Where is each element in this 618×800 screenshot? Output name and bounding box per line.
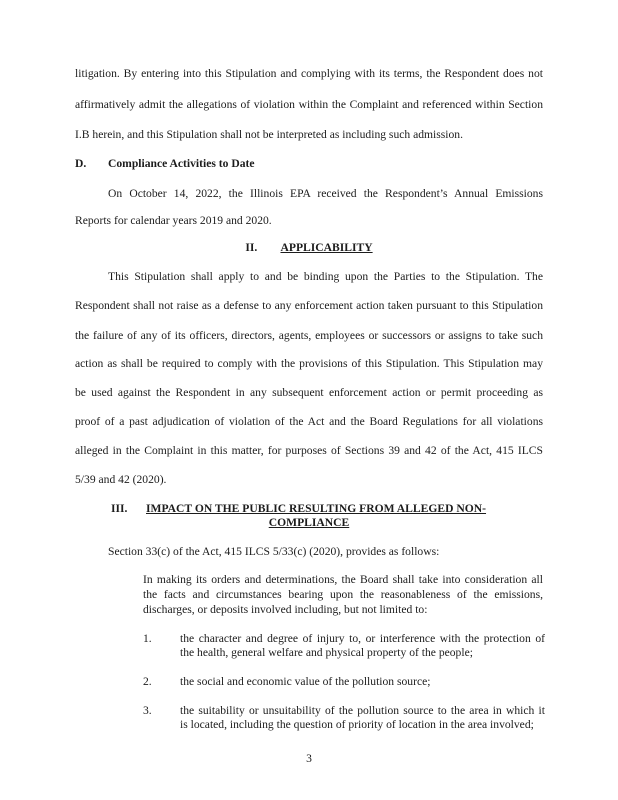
- quote-line: discharges, or deposits involved including, but not limited to:: [143, 603, 428, 616]
- list-item-number: 2.: [143, 675, 152, 688]
- quote-line: the facts and circumstances bearing upon the reasonableness of the emissions,: [143, 588, 543, 601]
- section-label: II.: [245, 241, 258, 254]
- section-title: IMPACT ON THE PUBLIC RESULTING FROM ALLEGED NON-: [146, 502, 487, 515]
- section-heading: Compliance Activities to Date: [108, 157, 255, 170]
- quote-line: In making its orders and determinations, the Board shall take into consideration all: [143, 573, 543, 586]
- list-item-number: 3.: [143, 704, 152, 717]
- paragraph-line: 5/39 and 42 (2020).: [75, 473, 167, 486]
- list-item-line: the suitability or unsuitability of the pollution source to the area in which it: [180, 704, 545, 717]
- section-title: APPLICABILITY: [280, 241, 373, 254]
- paragraph-line: the failure of any of its officers, directors, agents, employees or successors or assigns to take such: [75, 329, 543, 342]
- list-item-line: the health, general welfare and physical property of the people;: [180, 646, 473, 659]
- page-number: 3: [306, 752, 312, 765]
- list-item-line: is located, including the question of priority of location in the area involved;: [180, 718, 534, 731]
- paragraph-line: litigation. By entering into this Stipulation and complying with its terms, the Respondent does not: [75, 67, 543, 80]
- paragraph-line: I.B herein, and this Stipulation shall not be interpreted as including such admission.: [75, 128, 464, 141]
- paragraph-line: This Stipulation shall apply to and be binding upon the Parties to the Stipulation. The: [108, 270, 543, 283]
- section-heading: [0, 241, 618, 255]
- section-label: III.: [111, 502, 128, 515]
- paragraph-line: Respondent shall not raise as a defense to any enforcement action taken pursuant to this Stipulation: [75, 299, 543, 312]
- paragraph-line: On October 14, 2022, the Illinois EPA received the Respondent’s Annual Emissions: [108, 187, 543, 200]
- paragraph-line: be used against the Respondent in any subsequent enforcement action or permit proceeding as: [75, 386, 543, 399]
- paragraph-line: Reports for calendar years 2019 and 2020.: [75, 214, 272, 227]
- paragraph-line: affirmatively admit the allegations of violation within the Complaint and referenced within Section: [75, 98, 543, 111]
- paragraph-line: Section 33(c) of the Act, 415 ILCS 5/33(c) (2020), provides as follows:: [108, 545, 440, 558]
- paragraph-line: proof of a past adjudication of violation of the Act and the Board Regulations for all violations: [75, 415, 543, 428]
- paragraph-line: action as shall be required to comply with the provisions of this Stipulation. This Stipulation may: [75, 357, 543, 370]
- paragraph-line: alleged in the Complaint in this matter, for purposes of Sections 39 and 42 of the Act, 415 ILCS: [75, 444, 543, 457]
- list-item-line: the character and degree of injury to, or interference with the protection of: [180, 632, 545, 645]
- list-item-line: the social and economic value of the pollution source;: [180, 675, 431, 688]
- section-title-continued: COMPLIANCE: [268, 516, 350, 529]
- section-label: D.: [75, 157, 87, 170]
- list-item-number: 1.: [143, 632, 152, 645]
